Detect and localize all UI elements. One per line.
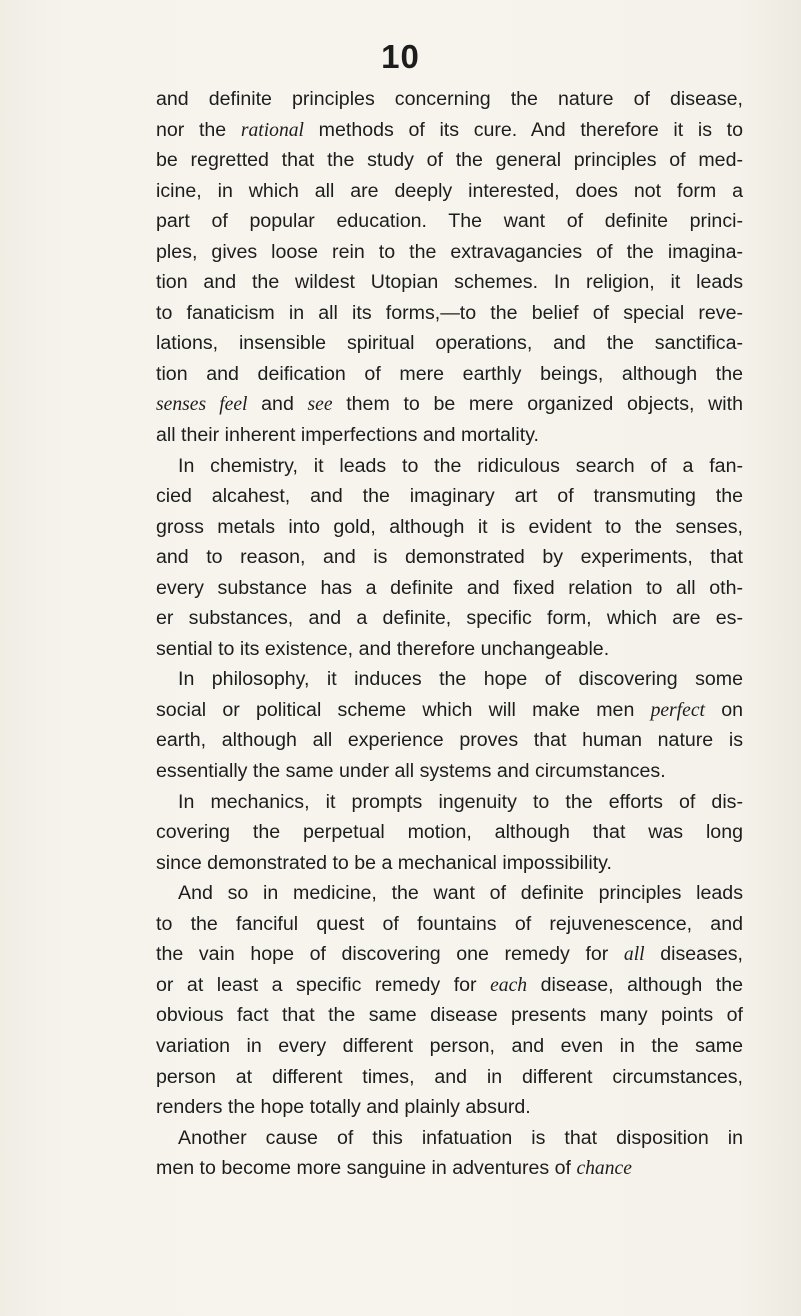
text-line: [156, 970, 743, 1001]
text-line: [156, 817, 743, 848]
text-line: [156, 267, 743, 298]
text-segment: the vain hope of discovering one remedy for: [156, 943, 624, 966]
text-segment: to the fanciful quest of fountains of rejuvenescence, and: [156, 912, 743, 935]
page-number: 10: [381, 38, 420, 75]
text-line: [156, 787, 743, 818]
text-line: [156, 298, 743, 329]
text-line: [156, 848, 743, 879]
text-line: [156, 664, 743, 695]
text-segment: tion and deification of mere earthly beings, although the: [156, 362, 743, 385]
text-segment: disease, although the: [527, 973, 743, 996]
text-segment: methods of its cure. And therefore it is to: [304, 118, 743, 141]
text-segment: since demonstrated to be a mechanical impossibility.: [156, 851, 612, 874]
text-line: [156, 206, 743, 237]
text-segment: In chemistry, it leads to the ridiculous search of a fan-: [178, 454, 743, 477]
text-segment: men to become more sanguine in adventures of: [156, 1157, 577, 1180]
italic-text: each: [490, 974, 528, 996]
text-segment: and: [247, 393, 308, 416]
text-line: [156, 359, 743, 390]
italic-text: perfect: [650, 699, 705, 721]
text-segment: tion and the wildest Utopian schemes. In religion, it leads: [156, 271, 743, 294]
text-segment: ples, gives loose rein to the extravagancies of the imagina-: [156, 240, 743, 263]
text-line: [156, 1092, 743, 1123]
text-segment: part of popular education. The want of definite princi-: [156, 210, 743, 233]
text-segment: diseases,: [644, 943, 743, 966]
text-line: [156, 603, 743, 634]
text-line: [156, 145, 743, 176]
body-text: [156, 84, 743, 1184]
text-segment: nor the: [156, 118, 241, 141]
text-segment: cied alcahest, and the imaginary art of transmuting the: [156, 485, 743, 508]
text-segment: or at least a specific remedy for: [156, 973, 491, 996]
text-line: [156, 420, 743, 451]
italic-text: all: [623, 944, 645, 966]
text-line: [156, 512, 743, 543]
text-segment: earth, although all experience proves that human nature is: [156, 729, 743, 752]
text-line: [156, 909, 743, 940]
text-segment: lations, insensible spiritual operations, and the sanctifica-: [156, 332, 743, 355]
text-line: [156, 756, 743, 787]
text-line: [156, 695, 743, 726]
text-line: [156, 1123, 743, 1154]
text-line: [156, 634, 743, 665]
text-line: [156, 1000, 743, 1031]
text-segment: obvious fact that the same disease presents many points of: [156, 1004, 743, 1027]
text-segment: and definite principles concerning the nature of disease,: [156, 88, 743, 110]
text-line: [156, 1153, 743, 1184]
text-segment: variation in every different person, and even in the same: [156, 1034, 743, 1057]
text-segment: icine, in which all are deeply interested, does not form a: [156, 179, 743, 202]
text-segment: them to be mere organized objects, with: [332, 393, 743, 416]
text-segment: every substance has a definite and fixed relation to all oth-: [156, 576, 743, 599]
text-segment: to fanaticism in all its forms,—to the belief of special reve-: [156, 301, 743, 324]
text-line: [156, 237, 743, 268]
italic-text: senses feel: [156, 394, 248, 416]
text-line: [156, 451, 743, 482]
text-segment: renders the hope totally and plainly absurd.: [156, 1096, 531, 1119]
text-segment: essentially the same under all systems and circumstances.: [156, 760, 666, 783]
text-segment: sential to its existence, and therefore unchangeable.: [156, 637, 610, 660]
text-line: [156, 115, 743, 146]
text-segment: all their inherent imperfections and mortality.: [156, 424, 539, 447]
italic-text: rational: [240, 119, 305, 141]
text-segment: social or political scheme which will make men: [156, 698, 651, 721]
text-line: [156, 939, 743, 970]
text-segment: In mechanics, it prompts ingenuity to the efforts of dis-: [178, 790, 743, 813]
text-line: [156, 573, 743, 604]
text-line: [156, 542, 743, 573]
text-line: [156, 481, 743, 512]
text-segment: and to reason, and is demonstrated by experiments, that: [156, 546, 743, 569]
text-segment: be regretted that the study of the general principles of med-: [156, 149, 743, 172]
text-segment: person at different times, and in different circumstances,: [156, 1065, 743, 1088]
text-line: [156, 725, 743, 756]
italic-text: chance: [576, 1158, 632, 1180]
text-line: [156, 1062, 743, 1093]
text-segment: Another cause of this infatuation is that disposition in: [178, 1126, 743, 1149]
text-line: [156, 1031, 743, 1062]
text-segment: And so in medicine, the want of definite principles leads: [178, 882, 743, 905]
text-segment: gross metals into gold, although it is evident to the senses,: [156, 515, 743, 538]
text-line: [156, 176, 743, 207]
text-segment: er substances, and a definite, specific form, which are es-: [156, 607, 743, 630]
italic-text: see: [307, 394, 333, 416]
text-segment: covering the perpetual motion, although that was long: [156, 821, 743, 844]
text-segment: on: [704, 698, 743, 721]
text-line: [156, 328, 743, 359]
text-segment: In philosophy, it induces the hope of discovering some: [178, 668, 743, 691]
text-line: [156, 878, 743, 909]
text-line: [156, 84, 743, 115]
text-line: [156, 389, 743, 420]
